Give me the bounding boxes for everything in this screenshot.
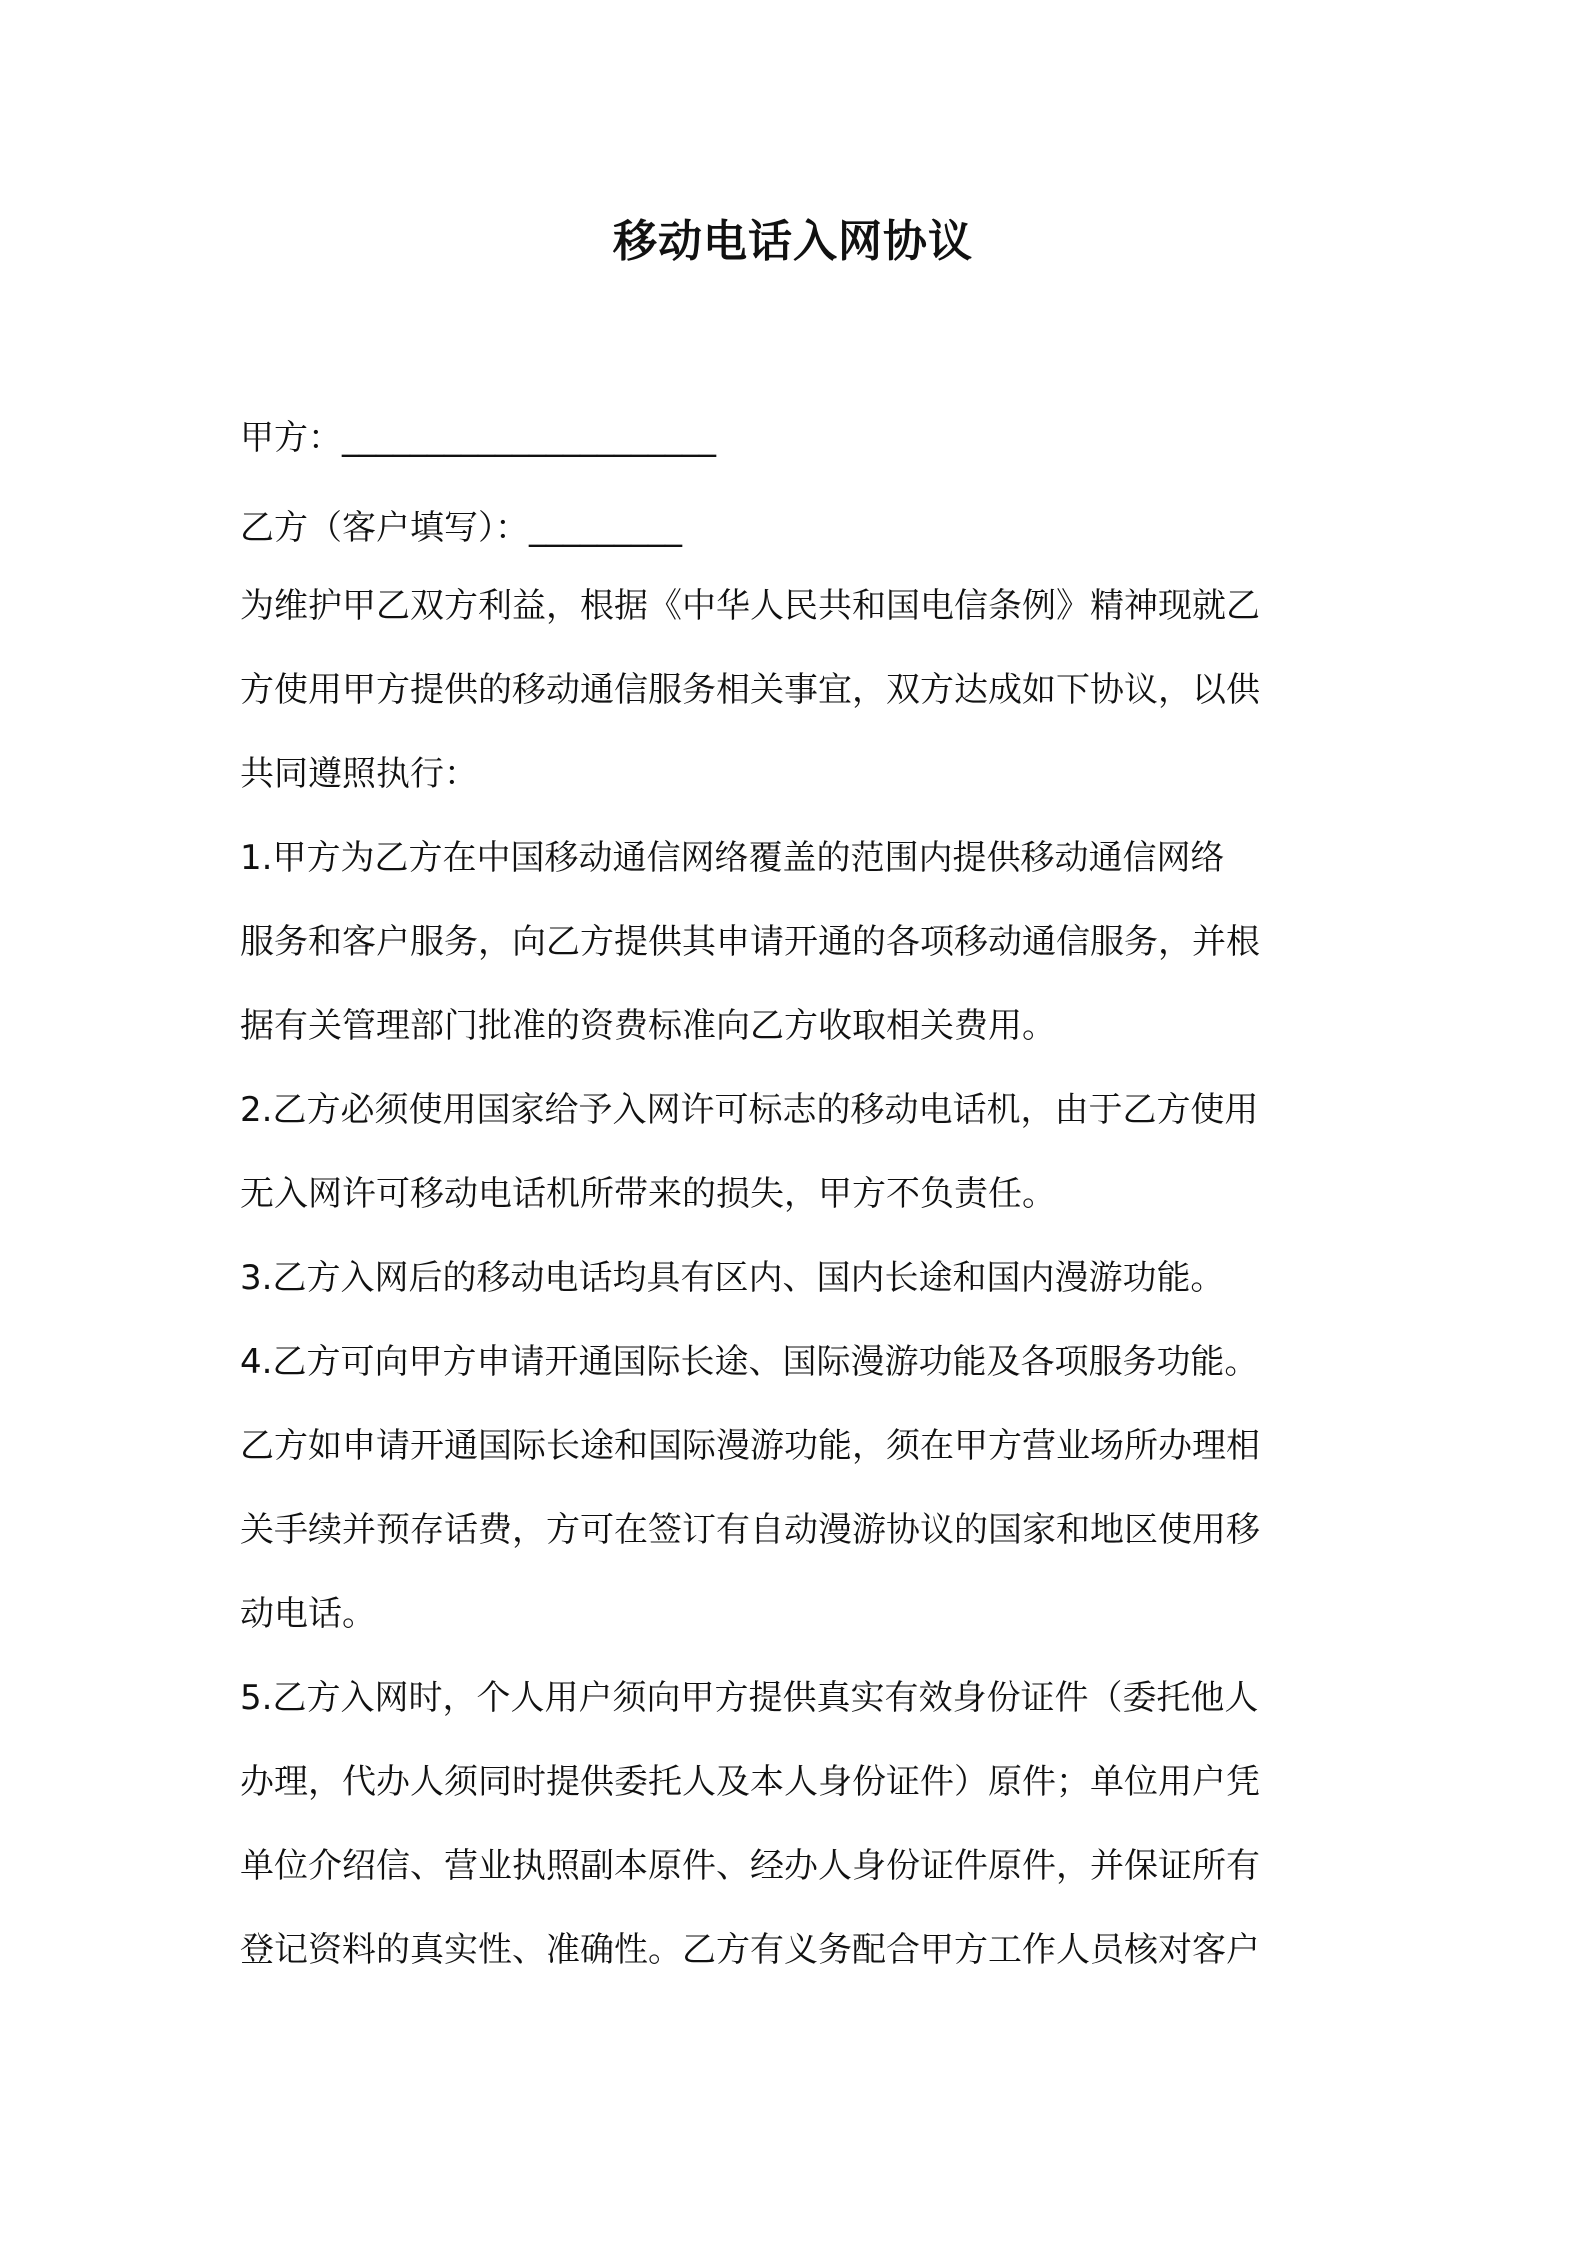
agreement-body <box>240 564 1350 1992</box>
clause-4-line: 动电话。 <box>240 1594 376 1634</box>
clause-4-line: 关手续并预存话费，方可在签订有自动漫游协议的国家和地区使用移 <box>240 1510 1260 1550</box>
document-title: 移动电话入网协议 <box>613 216 973 267</box>
clause-5-line: 5.乙方入网时，个人用户须向甲方提供真实有效身份证件（委托他人 <box>240 1678 1259 1718</box>
clause-1-line: 1.甲方为乙方在中国移动通信网络覆盖的范围内提供移动通信网络 <box>240 838 1225 878</box>
body-line: 方使用甲方提供的移动通信服务相关事宜，双方达成如下协议，以供 <box>240 670 1260 710</box>
clause-5-line: 单位介绍信、营业执照副本原件、经办人身份证件原件，并保证所有 <box>240 1846 1260 1886</box>
clause-5-line: 登记资料的真实性、准确性。乙方有义务配合甲方工作人员核对客户 <box>240 1930 1260 1970</box>
party-a-line: 甲方：______________________ <box>240 418 716 458</box>
clause-5-line: 办理，代办人须同时提供委托人及本人身份证件）原件；单位用户凭 <box>240 1762 1260 1802</box>
clause-4-line: 乙方如申请开通国际长途和国际漫游功能，须在甲方营业场所办理相 <box>240 1426 1260 1466</box>
clause-1-line: 服务和客户服务，向乙方提供其申请开通的各项移动通信服务，并根 <box>240 922 1260 962</box>
clause-2-line: 2.乙方必须使用国家给予入网许可标志的移动电话机，由于乙方使用 <box>240 1090 1259 1130</box>
clause-4-line: 4.乙方可向甲方申请开通国际长途、国际漫游功能及各项服务功能。 <box>240 1342 1259 1382</box>
clause-1-line: 据有关管理部门批准的资费标准向乙方收取相关费用。 <box>240 1006 1056 1046</box>
clause-3-line: 3.乙方入网后的移动电话均具有区内、国内长途和国内漫游功能。 <box>240 1258 1225 1298</box>
body-line: 为维护甲乙双方利益，根据《中华人民共和国电信条例》精神现就乙 <box>240 586 1260 626</box>
clause-2-line: 无入网许可移动电话机所带来的损失，甲方不负责任。 <box>240 1174 1056 1214</box>
party-b-line: 乙方（客户填写）：_________ <box>240 508 682 548</box>
body-line: 共同遵照执行： <box>240 754 478 794</box>
